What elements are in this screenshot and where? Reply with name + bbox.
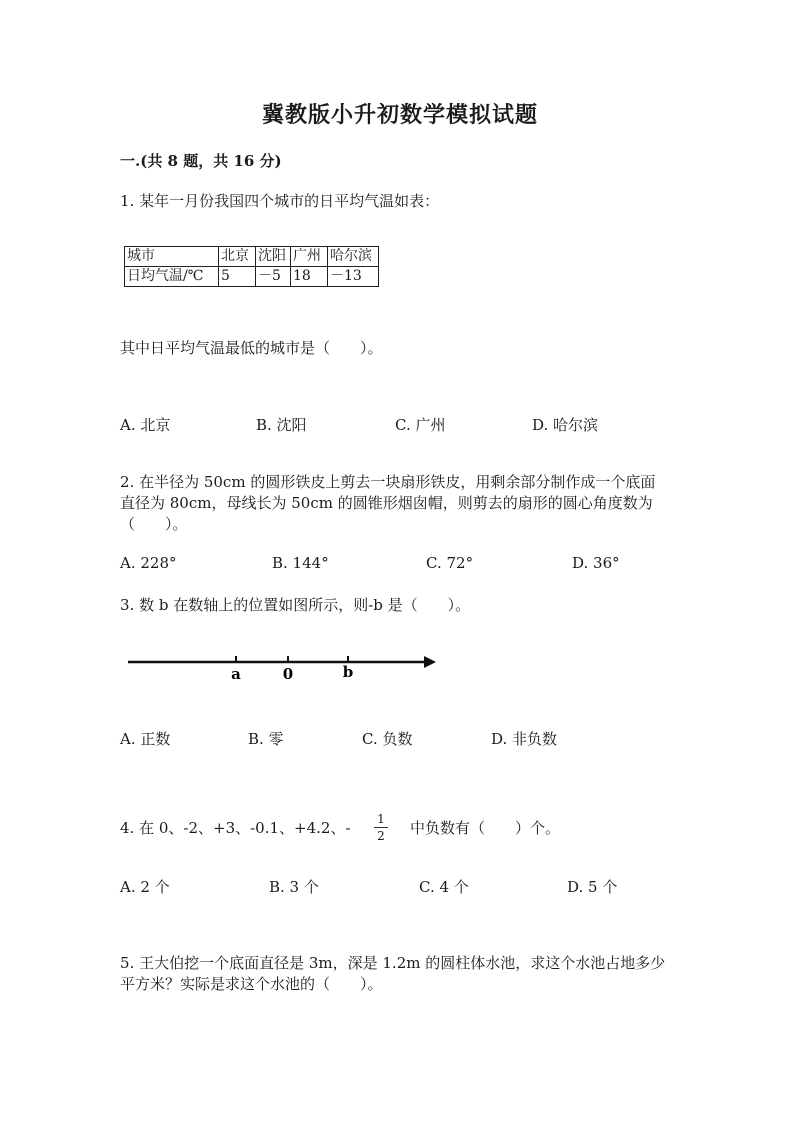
q1-option-d[interactable]: D. 哈尔滨 [532, 416, 599, 434]
q1-question: 其中日平均气温最低的城市是（ ）。 [120, 339, 383, 357]
q3-option-d[interactable]: D. 非负数 [491, 730, 558, 748]
q2-option-c[interactable]: C. 72° [426, 554, 474, 572]
table-cell: 沈阳 [256, 247, 291, 267]
q2-option-d[interactable]: D. 36° [572, 554, 620, 572]
q1-option-a[interactable]: A. 北京 [120, 416, 171, 434]
q2-option-a[interactable]: A. 228° [120, 554, 177, 572]
table-cell: 日均气温/℃ [125, 267, 219, 287]
arrow-head-icon [424, 656, 436, 668]
table-row [125, 247, 379, 267]
fraction-bar [374, 827, 388, 828]
q4-prefix: 4. 在 0、-2、+3、-0.1、+4.2、- [120, 819, 351, 837]
q4-option-c[interactable]: C. 4 个 [419, 878, 469, 896]
axis-label-b: b [342, 663, 354, 681]
q1-option-c[interactable]: C. 广州 [395, 416, 446, 434]
table-cell: 城市 [125, 247, 219, 267]
q4-option-b[interactable]: B. 3 个 [269, 878, 319, 896]
q5-line-2: 平方米？实际是求这个水池的（ ）。 [120, 975, 383, 993]
table-cell: 5 [219, 267, 256, 287]
q4-option-a[interactable]: A. 2 个 [120, 878, 170, 896]
q2-line-3: （ ）。 [120, 515, 188, 533]
q1-stem: 1. 某年一月份我国四个城市的日平均气温如表： [120, 192, 440, 210]
q5-line-1: 5. 王大伯挖一个底面直径是 3m，深是 1.2m 的圆柱体水池，求这个水池占地多少 [120, 954, 666, 972]
q2-option-b[interactable]: B. 144° [272, 554, 329, 572]
table-cell: 北京 [219, 247, 256, 267]
table-row [125, 267, 379, 287]
number-line-figure [120, 646, 450, 686]
fraction-numerator: 1 [377, 812, 385, 826]
section-heading: 一.(共 8 题，共 16 分) [120, 152, 282, 170]
page-title: 冀教版小升初数学模拟试题 [261, 102, 538, 128]
q4-option-d[interactable]: D. 5 个 [567, 878, 618, 896]
q3-option-b[interactable]: B. 零 [248, 730, 284, 748]
fraction-one-half [374, 812, 388, 843]
axis-label-a: a [231, 665, 241, 683]
table-cell: 18 [291, 267, 328, 287]
table-cell: －13 [328, 267, 379, 287]
temperature-table [124, 246, 379, 287]
table-cell: 广州 [291, 247, 328, 267]
q3-option-c[interactable]: C. 负数 [362, 730, 413, 748]
q2-line-2: 直径为 80cm，母线长为 50cm 的圆锥形烟囱帽，则剪去的扇形的圆心角度数为 [120, 494, 653, 512]
q2-line-1: 2. 在半径为 50cm 的圆形铁皮上剪去一块扇形铁皮，用剩余部分制作成一个底面 [120, 473, 656, 491]
q3-option-a[interactable]: A. 正数 [120, 730, 171, 748]
table-cell: 哈尔滨 [328, 247, 379, 267]
q3-stem: 3. 数 b 在数轴上的位置如图所示，则-b 是（ ）。 [120, 596, 471, 614]
fraction-denominator: 2 [377, 829, 385, 843]
q4-suffix: 中负数有（ ）个。 [410, 819, 561, 837]
table-cell: －5 [256, 267, 291, 287]
axis-label-zero: 0 [282, 665, 294, 683]
q1-option-b[interactable]: B. 沈阳 [256, 416, 307, 434]
